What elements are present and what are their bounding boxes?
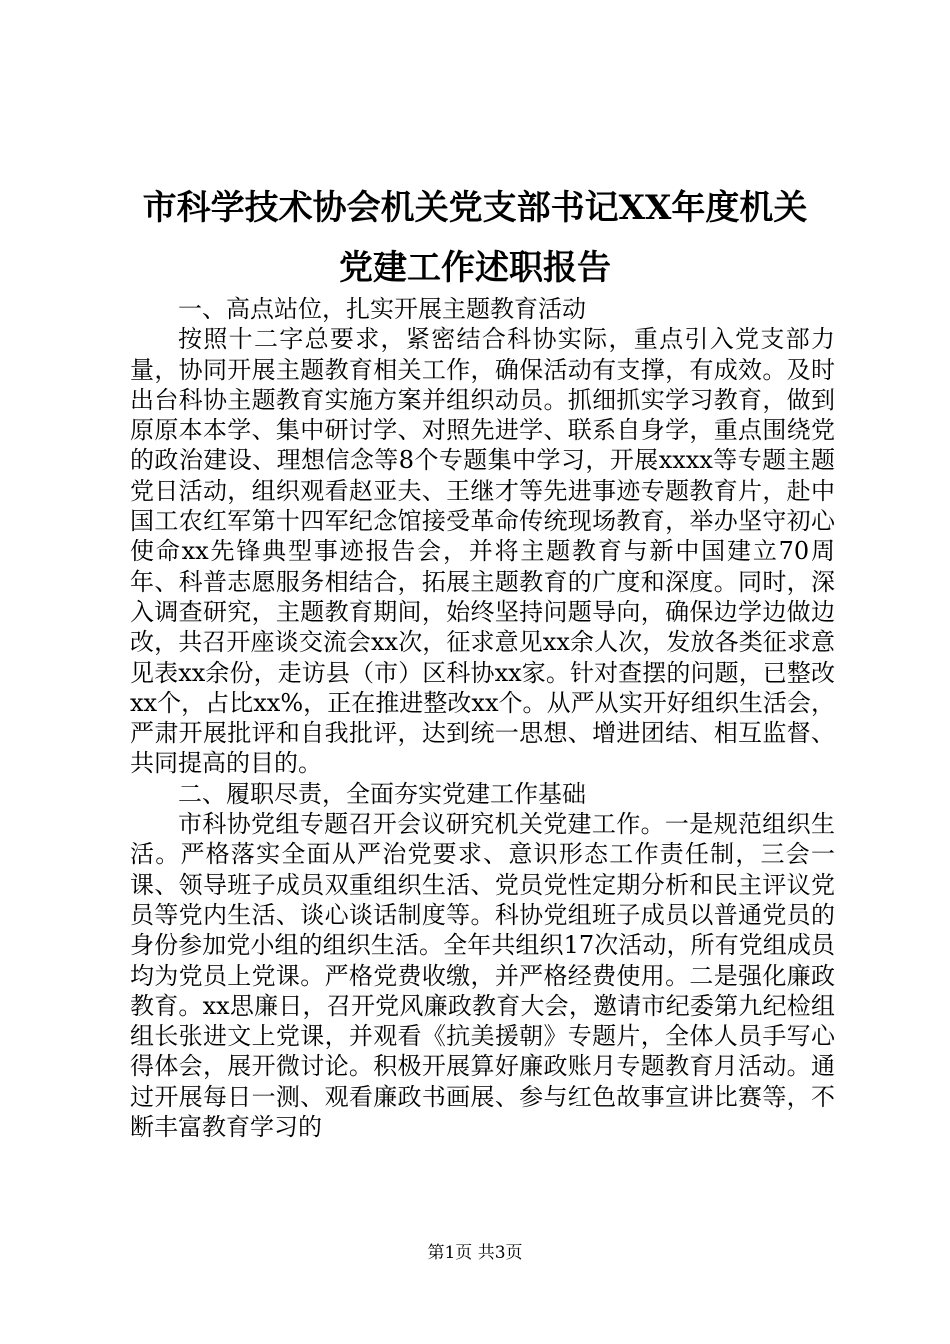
section-paragraph-1: 按照十二字总要求，紧密结合科协实际，重点引入党支部力量，协同开展主题教育相关工作，确保活动有支撑，有成效。及时出台科协主题教育实施方案并组织动员。抓细抓实学习教育，做到原原本本学、集中研讨学、对照先进学、联系自身学，重点围绕党的政治建设、理想信念等8个专题集中学习，开展xxxx等专题主题党日活动，组织观看赵亚夫、王继才等先进事迹专题教育片，赴中国工农红军第十四军纪念馆接受革命传统现场教育，举办坚守初心使命xx先锋典型事迹报告会，并将主题教育与新中国建立70周年、科普志愿服务相结合，拓展主题教育的广度和深度。同时，深入调查研究，主题教育期间，始终坚持问题导向，确保边学边做边改，共召开座谈交流会xx次，征求意见xx余人次，发放各类征求意见表xx余份，走访县（市）区科协xx家。针对查摆的问题，已整改xx个，占比xx%，正在推进整改xx个。从严从实开好组织生活会，严肃开展批评和自我批评，达到统一思想、增进团结、相互监督、共同提高的目的。 <box>130 325 835 778</box>
document-title-line-2: 党建工作述职报告 <box>339 248 611 288</box>
section-paragraph-2: 市科协党组专题召开会议研究机关党建工作。一是规范组织生活。严格落实全面从严治党要求、意识形态工作责任制，三会一课、领导班子成员双重组织生活、党员党性定期分析和民主评议党员等党内生活、谈心谈话制度等。科协党组班子成员以普通党员的身份参加党小组的组织生活。全年共组织17次活动，所有党组成员均为党员上党课。严格党费收缴，并严格经费使用。二是强化廉政教育。xx思廉日，召开党风廉政教育大会，邀请市纪委第九纪检组组长张进文上党课，并观看《抗美援朝》专题片，全体人员手写心得体会，展开微讨论。积极开展算好廉政账月专题教育月活动。通过开展每日一测、观看廉政书画展、参与红色故事宣讲比赛等，不断丰富教育学习的 <box>130 810 835 1142</box>
section-heading-1: 一、高点站位，扎实开展主题教育活动 <box>178 295 586 323</box>
document-title-line-1: 市科学技术协会机关党支部书记XX年度机关 <box>142 188 808 228</box>
page-footer: 第1页 共3页 <box>427 1243 523 1263</box>
section-heading-2: 二、履职尽责，全面夯实党建工作基础 <box>178 779 586 808</box>
document-body <box>130 294 835 1142</box>
